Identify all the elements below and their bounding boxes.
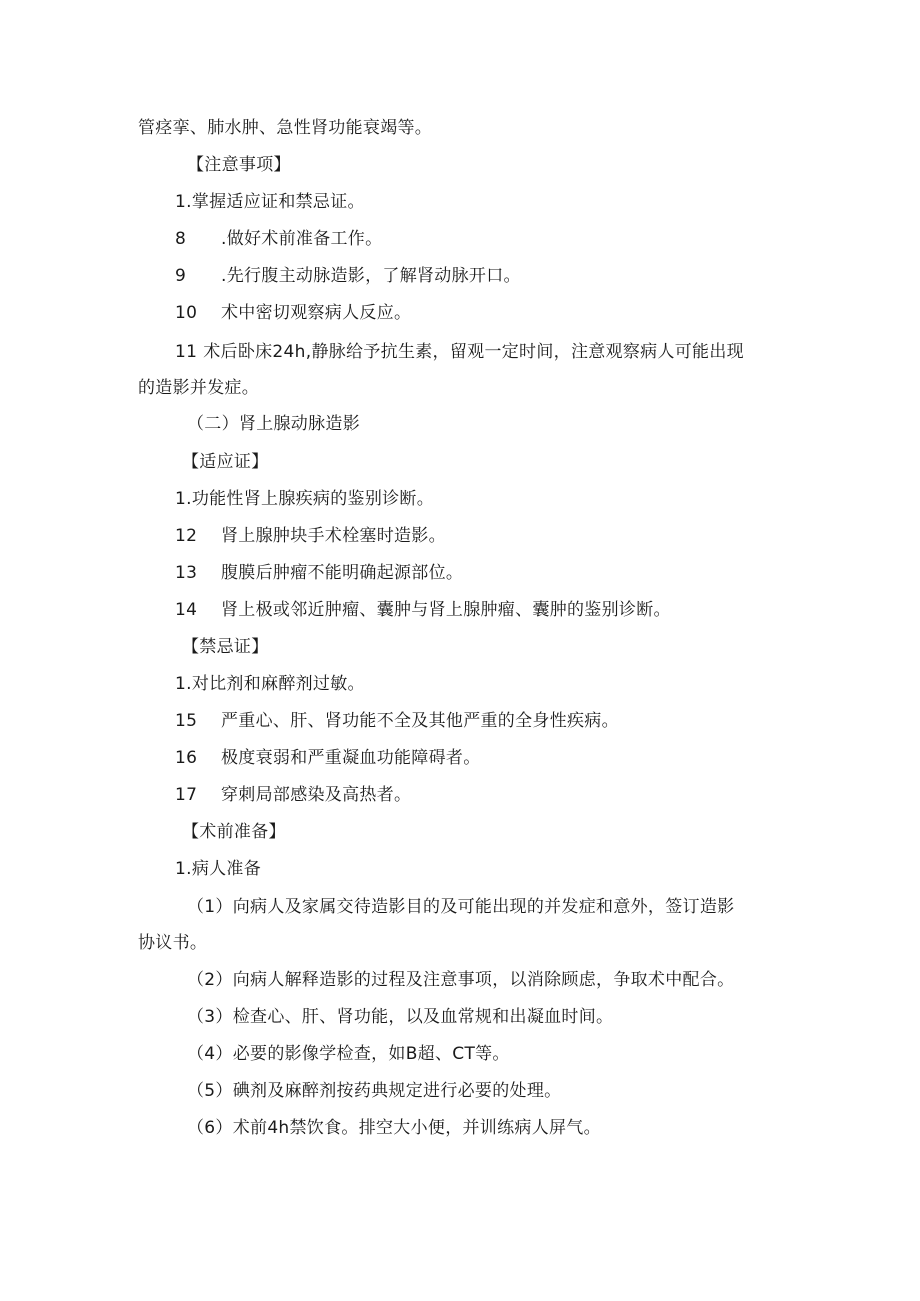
list-item	[175, 857, 261, 881]
line-text: （2）向病人解释造影的过程及注意事项，以消除顾虑，争取术中配合。	[187, 970, 735, 990]
list-item	[175, 783, 411, 807]
list-item	[175, 709, 619, 733]
list-item	[175, 190, 365, 214]
text-line	[138, 376, 259, 400]
line-text: 腹膜后肿瘤不能明确起源部位。	[221, 563, 464, 583]
list-number: 10	[175, 303, 198, 323]
line-text: 【适应证】	[182, 452, 269, 472]
text-line	[138, 931, 207, 955]
sub-item	[187, 1005, 613, 1029]
list-item	[175, 487, 434, 511]
line-text: （二）肾上腺动脉造影	[187, 414, 360, 434]
list-number: 9	[175, 266, 187, 286]
section-heading	[187, 153, 291, 177]
line-text: .做好术前准备工作。	[221, 229, 383, 249]
line-text: （5）碘剂及麻醉剂按药典规定进行必要的处理。	[187, 1081, 562, 1101]
line-text: 穿刺局部感染及高热者。	[221, 785, 412, 805]
list-number: 17	[175, 785, 198, 805]
list-number: 14	[175, 600, 198, 620]
section-heading	[182, 820, 286, 844]
line-text: 1.病人准备	[175, 859, 262, 879]
list-number: 8	[175, 229, 187, 249]
line-text: 管痉挛、肺水肿、急性肾功能衰竭等。	[138, 118, 433, 138]
line-text: 1.功能性肾上腺疾病的鉴别诊断。	[175, 489, 435, 509]
line-text: 极度衰弱和严重凝血功能障碍者。	[221, 748, 481, 768]
list-item	[175, 340, 744, 364]
text-line	[138, 116, 432, 140]
line-text: 术后卧床24h,静脉给予抗生素，留观一定时间，注意观察病人可能出现	[203, 342, 744, 362]
list-item	[175, 672, 365, 696]
line-text: 的造影并发症。	[138, 378, 260, 398]
list-item	[175, 598, 671, 622]
list-item	[175, 524, 446, 548]
sub-item	[187, 968, 734, 992]
line-text: 术中密切观察病人反应。	[221, 303, 412, 323]
line-text: 【注意事项】	[187, 155, 291, 175]
list-item	[175, 264, 521, 288]
sub-item	[187, 1116, 601, 1140]
section-heading	[182, 450, 269, 474]
sub-item	[187, 1042, 510, 1066]
sub-item	[187, 1079, 561, 1103]
list-number: 13	[175, 563, 198, 583]
line-text: 【术前准备】	[182, 822, 286, 842]
line-text: 1.掌握适应证和禁忌证。	[175, 192, 365, 212]
list-item	[175, 561, 463, 585]
list-number: 12	[175, 526, 198, 546]
list-number: 16	[175, 748, 198, 768]
line-text: （4）必要的影像学检查，如B超、CT等。	[187, 1044, 510, 1064]
list-item	[175, 746, 481, 770]
line-text: .先行腹主动脉造影，了解肾动脉开口。	[221, 266, 521, 286]
line-text: 1.对比剂和麻醉剂过敏。	[175, 674, 365, 694]
sub-item	[187, 895, 734, 919]
section-heading	[187, 412, 360, 436]
section-heading	[182, 635, 269, 659]
line-text: 协议书。	[138, 933, 208, 953]
list-item	[175, 227, 382, 251]
list-number: 11	[175, 342, 198, 362]
line-text: （3）检查心、肝、肾功能，以及血常规和出凝血时间。	[187, 1007, 614, 1027]
line-text: 肾上极或邻近肿瘤、囊肿与肾上腺肿瘤、囊肿的鉴别诊断。	[221, 600, 671, 620]
line-text: 【禁忌证】	[182, 637, 269, 657]
list-item	[175, 301, 411, 325]
line-text: 肾上腺肿块手术栓塞时造影。	[221, 526, 446, 546]
line-text: 严重心、肝、肾功能不全及其他严重的全身性疾病。	[221, 711, 619, 731]
line-text: （1）向病人及家属交待造影目的及可能出现的并发症和意外，签订造影	[187, 897, 735, 917]
line-text: （6）术前4h禁饮食。排空大小便，并训练病人屏气。	[187, 1118, 601, 1138]
list-number: 15	[175, 711, 198, 731]
